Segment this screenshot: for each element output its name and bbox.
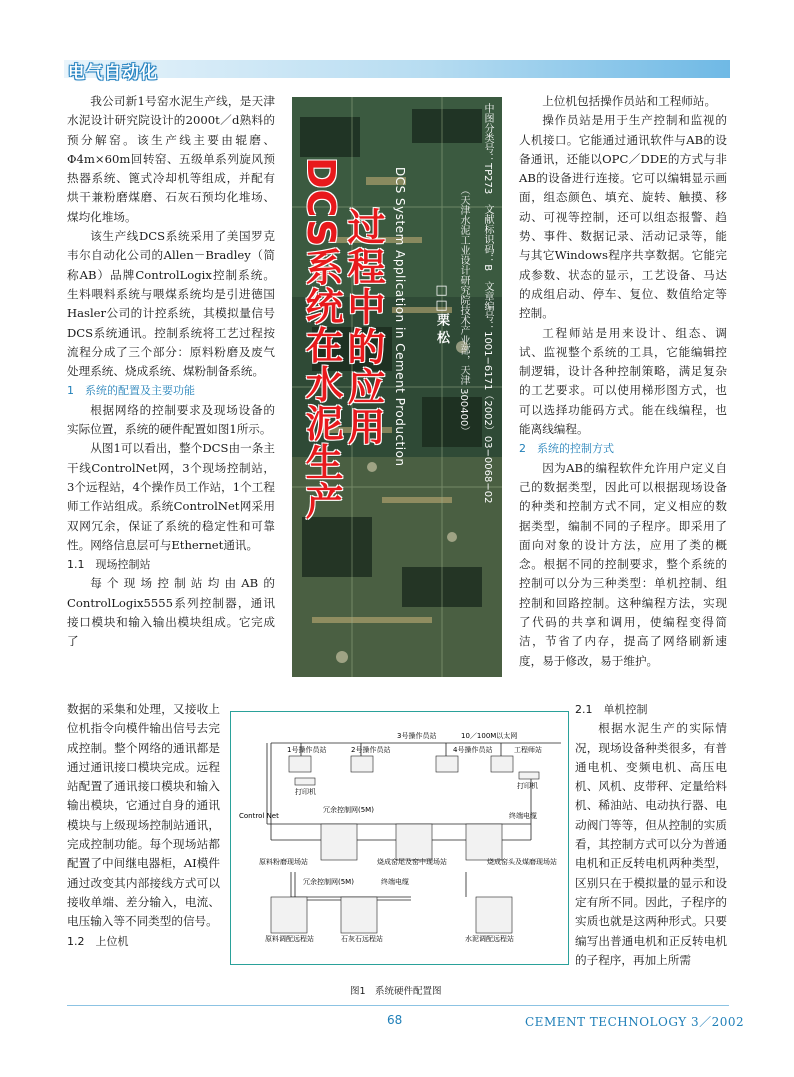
paragraph: 每个现场控制站均由AB的ControlLogix5555系列控制器，通讯接口模块和输入输出模块组成。它完成了 [67,576,275,649]
section-heading: 2 系统的控制方式 [519,442,614,456]
column-left-lower [67,700,220,951]
label-fiber-2: 终端电缆 [381,878,409,886]
label-raw-remote: 原料调配远程站 [265,935,314,943]
paragraph: 工程师站是用来设计、组态、调试、监视整个系统的工具，它能编辑控制逻辑，设计各种控制策略，满足复杂的工艺要求。可以使用梯形图方式，也可以选择功能码方式。能在线编程，也能离线编程。 [519,325,727,437]
label-ethernet: 10／100M以太网 [461,732,518,740]
paragraph: 我公司新1号窑水泥生产线，是天津水泥设计研究院设计的2000t／d熟料的预分解窑。该生产线主要由辊磨、Φ4m×60m回转窑、五级单系列旋风预热器系统、篦式冷却机等组成，并配有烘干兼粉磨煤磨、石灰石预均化堆场、煤均化堆场。 [67,94,275,224]
label-kiln-head: 烧成窑头及煤磨现场站 [487,858,557,866]
english-title: DCS System Application in Cement Production [393,167,407,467]
column-right [519,92,727,671]
subsection-heading: 2.1 单机控制 [575,703,648,716]
subsection-heading: 1.1 现场控制站 [67,558,151,572]
label-op1: 1号操作员站 [287,746,327,754]
classification-line: 中图分类号：TP273 文献标识码：B 文章编号：1001−6171（2002）03−0068−02 [482,103,493,504]
section-title: 电气自动化 [68,63,158,83]
label-printer-1: 打印机 [295,788,316,796]
network-diagram [231,712,568,964]
column-right-lower [575,700,727,970]
label-op2: 2号操作员站 [351,746,391,754]
title-line-1: 过程中的应用 [341,207,385,447]
label-redundant-bottom: 冗余控制网(5M) [303,878,354,886]
journal-name: CEMENT TECHNOLOGY 3／2002 [525,1015,745,1029]
paragraph: 从图1可以看出，整个DCS由一条主干线ControlNet网，3个现场控制站，3个远程站，4个操作员工作站，1个工程师工作站组成。系统ControlNet网采用双网冗余，保证了系统的稳定性和可靠性。网络信息层可与Ethernet通讯。 [67,441,275,552]
page-number: 68 [387,1013,403,1027]
label-printer-2: 打印机 [517,782,538,790]
paragraph: 因为AB的编程软件允许用户定义自己的数据类型，因此可以根据现场设备的种类和控制方式不同，定义相应的数据类型，编制不同的子程序。即采用了面向对象的设计方法，应用了类的概念。根据不同的控制要求，整个系统的控制可以分为三种类型：单机控制、组控制和回路控制。这种编程方法，实现了代码的共享和调用，使编程变得简洁，节省了内存，提高了网络刷新速度，易于修改，易于维护。 [519,460,727,668]
label-cement-remote: 水泥调配远程站 [465,935,514,943]
label-eng: 工程师站 [514,746,542,754]
paragraph: 根据网络的控制要求及现场设备的实际位置，系统的硬件配置如图1所示。 [67,402,275,437]
label-raw-mill: 原料粉磨现场站 [259,858,308,866]
paragraph: 数据的采集和处理，又接收上位机指令向模件输出信号去完成控制。整个网络的通讯都是通过通讯接口模块完成。远程站配置了通讯接口模块和输入输出模块，它通过自身的通讯模块与上级现场控制站通讯，完成控制功能。每个现场站都配置了中间继电器柜，AI模件通过改变其内部接线方式可以接收单端、差分输入，电流、电压输入等不同类型的信号。 [67,702,220,929]
label-op4: 4号操作员站 [453,746,493,754]
author-line: □□栗 松 [434,283,449,344]
paragraph: 上位机包括操作员站和工程师站。 [542,94,717,108]
title-photo [292,97,502,677]
figure-1 [230,711,569,965]
label-limestone: 石灰石远程站 [341,935,383,943]
header-band [64,60,730,78]
label-redundant-top: 冗余控制网(5M) [323,806,374,814]
paragraph: 根据水泥生产的实际情况，现场设备种类很多，有普通电机、变频电机、高压电机、风机、皮带秤、定量给料机、稀油站、电动执行器、电动阀门等等，但从控制的实质看，其控制方式可以分为普通电机和正反转电机两种类型，区别只在于模拟量的显示和设定有所不同。因此，子程序的实质也就是这两种形式。只要编写出普通电机和正反转电机的子程序，再加上所需 [575,721,727,967]
figure-caption: 图1 系统硬件配置图 [350,986,442,997]
label-controlnet: Control Net [239,812,279,820]
section-heading: 1 系统的配置及主要功能 [67,384,195,398]
paragraph: 操作员站是用于生产控制和监视的人机接口。它能通过通讯软件与AB的设备通讯，还能以OPC／DDE的方式与非AB的设备进行连接。它可以编辑显示画面，组态颜色、填充、旋转、触摸、移动、可视等控制，还可以组态报警、趋势、事件、数据记录、活动记录等，能与其它Windows程序共享数据。它能完成参数、状态的显示，工艺设备、马达的成组启动、停车、复位、数值给定等控制。 [519,113,727,321]
footer-rule [67,1005,729,1006]
column-left [67,92,275,652]
title-line-2: DCS系统在水泥生产 [299,157,343,521]
label-op3: 3号操作员站 [397,732,437,740]
paragraph: 该生产线DCS系统采用了美国罗克韦尔自动化公司的Allen－Bradley（简称AB）品牌ControlLogix控制系统。生料喂料系统与喂煤系统均是引进德国Hasler公司的计控系统，其模拟量信号DCS系统通讯。控制系统将工艺过程按流程分成了三个部分：原料粉磨及废气处理系统、烧成系统、煤粉制备系统。 [67,229,275,379]
label-kiln: 烧成窑尾及窑中现场站 [377,858,447,866]
label-fiber-1: 终端电缆 [509,812,537,820]
affiliation-line: （天津水泥工业设计研究院技术产业部，天津 300400） [458,185,469,437]
subsection-heading: 1.2 上位机 [67,934,129,948]
